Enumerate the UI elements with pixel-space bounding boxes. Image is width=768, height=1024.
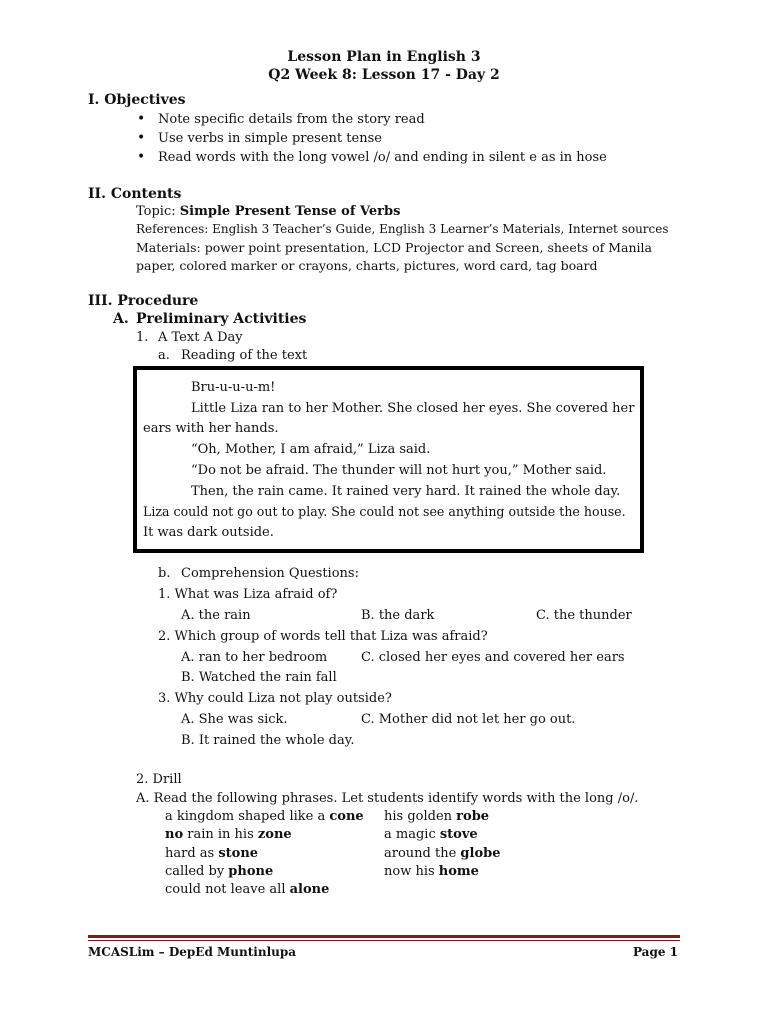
objectives-heading: I. Objectives [88,92,186,108]
references-line [136,222,669,236]
drill-phrase [384,846,500,862]
contents-heading: II. Contents [88,186,182,202]
drill-phrase [165,846,258,862]
long-o-word: alone [289,882,330,897]
bullet-icon: • [137,111,146,127]
procedure-subheading: Preliminary Activities [136,311,307,327]
bullet-icon: • [137,130,146,146]
long-o-word: zone [257,827,292,842]
drill-phrase [384,864,479,880]
drill-phrase [384,827,478,843]
topic-line [136,204,400,220]
phrase-text: now his [384,864,439,879]
story-line: Liza could not go out to play. She could not see anything outside the house. [143,504,626,519]
activity-title: A Text A Day [158,330,243,345]
story-line: Then, the rain came. It rained very hard. It rained the whole day. [191,484,621,499]
story-line: Little Liza ran to her Mother. She closed her eyes. She covered her [191,401,635,416]
story-line: Bru-u-u-u-m! [191,380,276,395]
drill-heading: 2. Drill [136,772,182,787]
drill-phrase [165,809,364,825]
references-label: References: [136,222,209,236]
q2-option-a: A. ran to her bedroom [181,650,328,665]
long-o-word: cone [329,809,364,824]
activity-number: 1. [136,330,149,345]
comprehension-heading: Comprehension Questions: [181,566,359,581]
question-2: 2. Which group of words tell that Liza was afraid? [158,629,488,644]
phrase-text: could not leave all [165,882,290,897]
long-o-word: no [165,827,184,842]
procedure-heading: III. Procedure [88,293,199,309]
phrase-text: hard as [165,846,219,861]
phrase-text: a magic [384,827,440,842]
long-o-word: phone [228,864,274,879]
drill-phrase [165,882,329,898]
long-o-word: robe [456,809,490,824]
story-line: “Do not be afraid. The thunder will not hurt you,” Mother said. [191,463,607,478]
long-o-word: stove [439,827,478,842]
footer-rule [88,940,680,941]
comprehension-marker: b. [158,566,171,581]
long-o-word: stone [218,846,259,861]
long-o-word: home [438,864,479,879]
question-1: 1. What was Liza afraid of? [158,587,338,602]
topic-value: Simple Present Tense of Verbs [179,204,401,219]
activity-step-marker: a. [158,348,170,363]
phrase-text: a kingdom shaped like a [165,809,330,824]
objective-item: Read words with the long vowel /o/ and ending in silent e as in hose [158,150,607,165]
phrase-text: rain in his [183,827,258,842]
materials-line-2: paper, colored marker or crayons, charts, pictures, word card, tag board [136,258,598,273]
story-text-box [133,366,644,553]
bullet-icon: • [137,149,146,165]
references-value: English 3 Teacher’s Guide, English 3 Learner’s Materials, Internet sources [212,222,669,236]
phrase-text: called by [165,864,229,879]
topic-label: Topic: [136,204,176,219]
story-line: “Oh, Mother, I am afraid,” Liza said. [191,442,431,457]
drill-phrase [384,809,489,825]
drill-phrase [165,827,292,843]
q2-option-b: B. Watched the rain fall [181,670,337,685]
long-o-word: globe [460,846,501,861]
procedure-subheading-marker: A. [113,311,129,327]
objective-item: Note specific details from the story read [158,112,425,127]
document-subtitle: Q2 Week 8: Lesson 17 - Day 2 [268,67,500,83]
q3-option-b: B. It rained the whole day. [181,733,355,748]
q3-option-a: A. She was sick. [181,712,288,727]
story-line: ears with her hands. [143,421,279,436]
page-number: Page 1 [632,945,678,959]
q1-option-a: A. the rain [181,608,251,623]
q1-option-c: C. the thunder [536,608,632,623]
footer-rule [88,935,680,938]
phrase-text: around the [384,846,461,861]
story-line: It was dark outside. [143,525,274,540]
footer-author: MCASLim – DepEd Muntinlupa [88,945,297,959]
document-title: Lesson Plan in English 3 [287,49,481,65]
drill-phrase [165,864,273,880]
activity-step-label: Reading of the text [181,348,308,363]
question-3: 3. Why could Liza not play outside? [158,691,392,706]
materials-line-1: Materials: power point presentation, LCD Projector and Screen, sheets of Manila [136,240,652,255]
q1-option-b: B. the dark [361,608,435,623]
objective-item: Use verbs in simple present tense [158,131,382,146]
q3-option-c: C. Mother did not let her go out. [361,712,576,727]
drill-instruction: A. Read the following phrases. Let students identify words with the long /o/. [136,791,639,806]
phrase-text: his golden [384,809,457,824]
q2-option-c: C. closed her eyes and covered her ears [361,650,625,665]
